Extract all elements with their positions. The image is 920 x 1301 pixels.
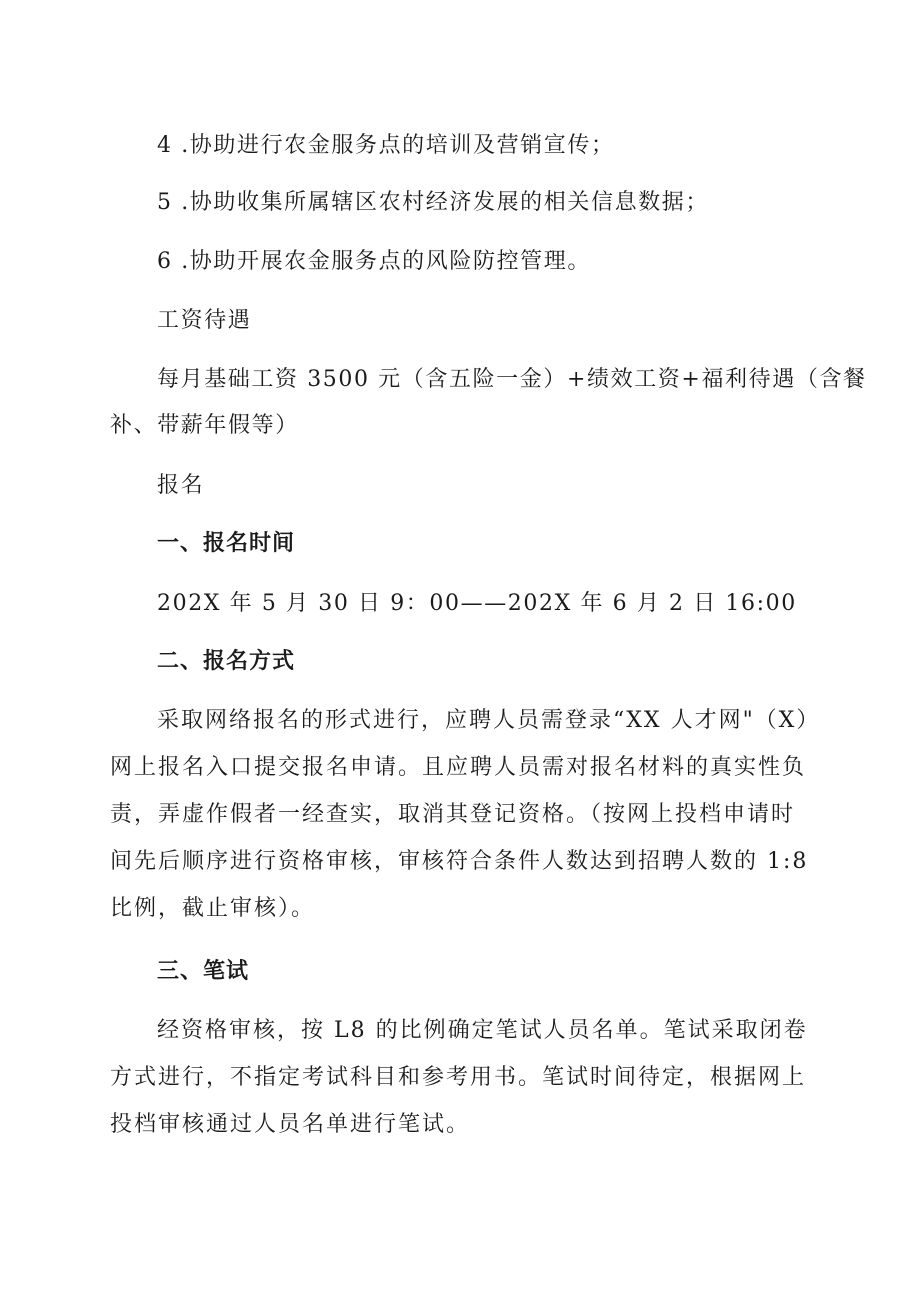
duty-item-4: 4 .协助进行农金服务点的培训及营销宣传； [157, 133, 615, 158]
salary-text-line1: 每月基础工资 3500 元（含五险一金）+绩效工资+福利待遇（含餐 [157, 367, 867, 392]
signup-time-heading: 一、报名时间 [157, 531, 296, 556]
signup-heading: 报名 [157, 473, 205, 498]
signup-method-paragraph: 采取网络报名的形式进行，应聘人员需登录“XX 人才网"（X）网上报名入口提交报名申请。且应聘人员需对报名材料的真实性负责，弄虚作假者一经查实，取消其登记资格。（按网上投档申请时间先后顺序进行资格审核，审核符合条件人数达到招聘人数的 1:8 比例，截止审核）。 [110, 708, 810, 921]
duty-item-6: 6 .协助开展农金服务点的风险防控管理。 [157, 249, 591, 274]
salary-heading: 工资待遇 [157, 308, 252, 333]
signup-method-heading: 二、报名方式 [157, 649, 296, 674]
exam-paragraph: 经资格审核，按 L8 的比例确定笔试人员名单。笔试采取闭卷方式进行，不指定考试科目和参考用书。笔试时间待定，根据网上投档审核通过人员名单进行笔试。 [110, 1018, 808, 1137]
exam-heading: 三、笔试 [157, 959, 250, 984]
duty-item-5: 5 .协助收集所属辖区农村经济发展的相关信息数据； [157, 190, 709, 215]
salary-text-line2: 补、带薪年假等） [110, 413, 299, 438]
signup-time-text: 202X 年 5 月 30 日 9：00——202X 年 6 月 2 日 16:00 [157, 591, 797, 616]
